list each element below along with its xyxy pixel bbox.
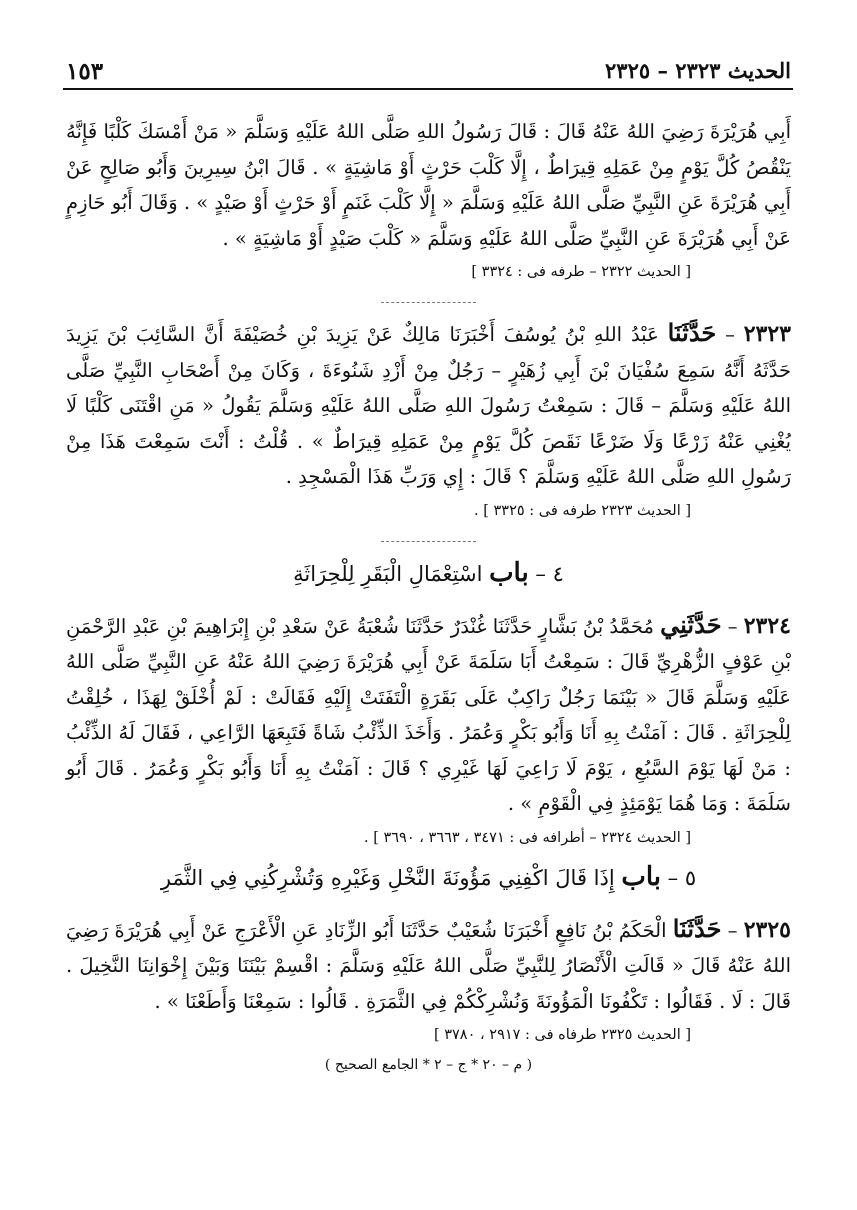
chapter-number: ٥ <box>684 865 697 890</box>
header-rule <box>63 88 793 90</box>
hadith-2325 <box>66 911 791 1020</box>
page-footer-signature: ( م – ٢٠ * ج – ٢ * الجامع الصحيح ) <box>324 1057 533 1073</box>
hadith-2323 <box>66 315 791 495</box>
chapter-4-heading <box>66 554 791 593</box>
hadith-number: ٢٣٢٣ <box>743 321 791 347</box>
hadith-text: عَبْدُ اللهِ بْنُ يُوسُفَ أَخْبَرَنَا مَالِكٌ عَنْ يَزِيدَ بْنِ خُصَيْفَةَ أَنَّ السَّائِبَ بْنَ يَزِيدَ حَدَّثَهُ أَنَّهُ سَمِعَ سُفْيَانَ بْنَ أَبِي زُهَيْرٍ – رَجُلٌ مِنْ أَزْدِ شَنُوءَةَ ، وَكَانَ مِنْ أَصْحَابِ النَّبِيِّ صَلَّى اللهُ عَلَيْهِ وَسَلَّمَ – قَالَ : سَمِعْتُ رَسُولَ اللهِ صَلَّى اللهُ عَلَيْهِ وَسَلَّمَ يَقُولُ « مَنِ اقْتَنَى كَلْبًا لَا يُغْنِي عَنْهُ زَرْعًا وَلَا ضَرْعًا نَقَصَ كُلَّ يَوْمٍ مِنْ عَمَلِهِ قِيرَاطٌ » . قُلْتُ : أَنْتَ سَمِعْتَ هَذَا مِنْ رَسُولِ اللهِ صَلَّى اللهُ عَلَيْهِ وَسَلَّمَ ؟ قَالَ : إِي وَرَبِّ هَذَا الْمَسْجِدِ . <box>66 323 791 488</box>
chapter-dash: – <box>528 561 553 586</box>
bab-keyword: باب <box>621 861 661 892</box>
page-number: ١٥٣ <box>66 58 104 85</box>
hadith-dash: – <box>721 614 744 638</box>
haddatha-keyword: حَدَّثَنَا <box>667 318 717 347</box>
section-divider <box>381 302 476 303</box>
chapter-5-heading <box>66 858 791 897</box>
chapter-number: ٤ <box>552 561 564 586</box>
hadith-continuation-text: أَبِي هُرَيْرَةَ رَضِيَ اللهُ عَنْهُ قَالَ : قَالَ رَسُولُ اللهِ صَلَّى اللهُ عَلَيْهِ وَسَلَّمَ « مَنْ أَمْسَكَ كَلْبًا فَإِنَّهُ يَنْقُصُ كُلَّ يَوْمٍ مِنْ عَمَلِهِ قِيرَاطٌ ، إِلَّا كَلْبَ حَرْثٍ أَوْ مَاشِيَةٍ » . قَالَ ابْنُ سِيرِينَ وَأَبُو صَالِحٍ عَنْ أَبِي هُرَيْرَةَ عَنِ النَّبِيِّ صَلَّى اللهُ عَلَيْهِ وَسَلَّمَ « إِلَّا كَلْبَ غَنَمٍ أَوْ حَرْثٍ أَوْ صَيْدٍ » . وَقَالَ أَبُو حَازِمٍ عَنْ أَبِي هُرَيْرَةَ عَنِ النَّبِيِّ صَلَّى اللهُ عَلَيْهِ وَسَلَّمَ « كَلْبَ صَيْدٍ أَوْ مَاشِيَةٍ » . <box>66 120 791 250</box>
hadith-2325-reference: [ الحديث ٢٣٢٥ طرفاه فى : ٢٩١٧ ، ٣٧٨٠ ] <box>433 1027 691 1043</box>
hadith-dash: – <box>721 918 744 942</box>
hadith-number: ٢٣٢٥ <box>743 916 791 943</box>
hadith-text: مُحَمَّدُ بْنُ بَشَّارٍ حَدَّثَنَا غُنْدَرٌ حَدَّثَنَا شُعْبَةُ عَنْ سَعْدِ بْنِ إِبْرَاهِيمَ بْنِ عَبْدِ الرَّحْمَنِ بْنِ عَوْفٍ الزُّهْرِيِّ قَالَ : سَمِعْتُ أَبَا سَلَمَةَ عَنْ أَبِي هُرَيْرَةَ رَضِيَ اللهُ عَنْهُ عَنِ النَّبِيِّ صَلَّى اللهُ عَلَيْهِ وَسَلَّمَ قَالَ « بَيْنَمَا رَجُلٌ رَاكِبٌ عَلَى بَقَرَةٍ الْتَفَتَتْ إِلَيْهِ فَقَالَتْ : لَمْ أُخْلَقْ لِهَذَا ، خُلِقْتُ لِلْحِرَاثَةِ . قَالَ : آمَنْتُ بِهِ أَنَا وَأَبُو بَكْرٍ وَعُمَرُ . وَأَخَذَ الذِّئْبُ شَاةً فَتَبِعَهَا الرَّاعِي ، فَقَالَ لَهُ الذِّئْبُ : مَنْ لَهَا يَوْمَ السَّبُعِ ، يَوْمَ لَا رَاعِيَ لَهَا غَيْرِي ؟ قَالَ : آمَنْتُ بِهِ أَنَا وَأَبُو بَكْرٍ وَعُمَرُ . قَالَ أَبُو سَلَمَةَ : وَمَا هُمَا يَوْمَئِذٍ فِي الْقَوْمِ » . <box>66 614 791 815</box>
hadith-2324 <box>66 607 791 822</box>
haddatha-keyword: حَدَّثَنَا <box>672 913 722 943</box>
page-header <box>66 58 791 86</box>
haddatha-keyword: حَدَّثَنِي <box>660 609 722 639</box>
chapter-title: إِذَا قَالَ اكْفِنِي مَؤُونَةَ النَّخْلِ وَغَيْرِهِ وَتُشْرِكُنِي فِي الثَّمَرِ <box>160 865 622 890</box>
hadith-2323-reference: [ الحديث ٢٣٢٣ طرفه فى : ٣٣٢٥ ] . <box>474 502 691 519</box>
page-body <box>66 114 791 1073</box>
hadith-text: الْحَكَمُ بْنُ نَافِعٍ أَخْبَرَنَا شُعَيْبٌ حَدَّثَنَا أَبُو الزِّنَادِ عَنِ الْأَعْرَجِ عَنْ أَبِي هُرَيْرَةَ رَضِيَ اللهُ عَنْهُ قَالَ « قَالَتِ الْأَنْصَارُ لِلنَّبِيِّ صَلَّى اللهُ عَلَيْهِ وَسَلَّمَ : اقْسِمْ بَيْنَنَا وَبَيْنَ إِخْوَانِنَا النَّخِيلَ . قَالَ : لَا . فَقَالُوا : تَكْفُونَا الْمَؤُونَةَ وَنُشْرِكْكُمْ فِي الثَّمَرَةِ . قَالُوا : سَمِعْنَا وَأَطَعْنَا » . <box>66 918 791 1013</box>
bab-keyword: باب <box>489 557 529 588</box>
hadith-number: ٢٣٢٤ <box>743 612 791 639</box>
hadith-dash: – <box>716 323 744 346</box>
hadith-2324-reference: [ الحديث ٢٣٢٤ – أطرافه فى : ٣٤٧١ ، ٣٦٦٣ ، ٣٦٩٠ ] . <box>363 829 691 846</box>
chapter-title: اسْتِعْمَالِ الْبَقَرِ لِلْحِرَاثَةِ <box>293 561 490 586</box>
hadith-range: الحديث ٢٣٢٣ – ٢٣٢٥ <box>605 58 791 83</box>
section-divider <box>381 541 476 542</box>
chapter-dash: – <box>661 865 685 890</box>
hadith-2322-reference: [ الحديث ٢٣٢٢ – طرفه فى : ٣٣٢٤ ] <box>471 264 691 280</box>
